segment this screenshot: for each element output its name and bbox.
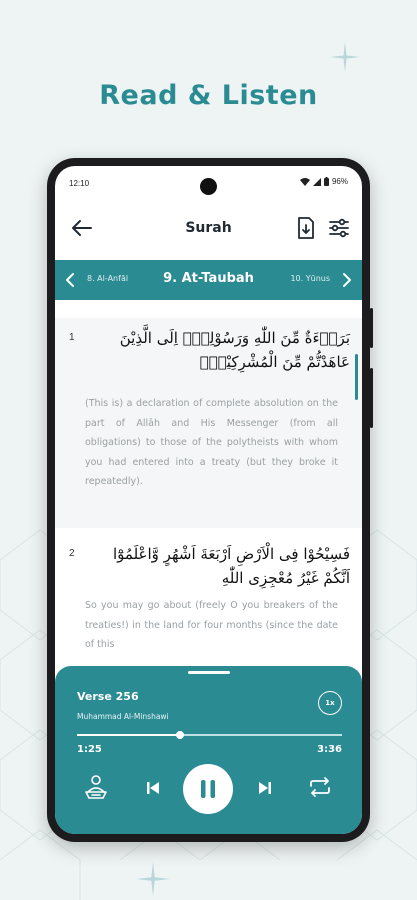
settings-sliders-icon[interactable] bbox=[328, 217, 350, 239]
verse-number: 2 bbox=[69, 548, 75, 559]
verse-item[interactable] bbox=[55, 318, 362, 528]
verse-arabic-text: بَرَاۤءَةٌ مِّنَ اللّٰهِ وَرَسُوْلِهٖٓ اِلَى الَّذِيْنَ عَاهَدْتُّمْ مِّنَ الْمُشْرِكِيْنَۗ bbox=[119, 329, 350, 371]
reciter-icon[interactable] bbox=[83, 774, 109, 800]
play-pause-button[interactable] bbox=[183, 764, 233, 814]
progress-slider[interactable] bbox=[77, 734, 342, 736]
phone-side-button bbox=[370, 308, 373, 348]
signal-icon bbox=[313, 178, 321, 186]
elapsed-time: 1:25 bbox=[77, 744, 102, 755]
chevron-right-icon[interactable] bbox=[340, 272, 354, 288]
download-icon[interactable] bbox=[296, 216, 316, 240]
phone-frame bbox=[47, 158, 370, 842]
promo-headline: Read & Listen bbox=[99, 80, 318, 111]
scrollbar-thumb[interactable] bbox=[355, 354, 358, 400]
player-drag-handle[interactable] bbox=[188, 671, 230, 674]
verse-translation: (This is) a declaration of complete absolution on the part of Allāh and His Messenger (from all obligations) to those of the polytheists with whom you had entered into a treaty (but they broke it repeatedly). bbox=[85, 398, 338, 487]
battery-icon bbox=[324, 177, 329, 186]
pause-icon bbox=[198, 778, 218, 800]
verse-list[interactable] bbox=[55, 310, 362, 670]
repeat-icon[interactable] bbox=[308, 776, 332, 798]
front-camera bbox=[200, 178, 217, 195]
phone-volume-button bbox=[370, 368, 373, 428]
progress-fill bbox=[77, 734, 180, 736]
status-time: 12:10 bbox=[69, 179, 90, 188]
audio-player bbox=[55, 666, 362, 834]
sparkle-icon bbox=[136, 862, 170, 896]
app-screen bbox=[55, 166, 362, 834]
next-track-icon[interactable] bbox=[257, 780, 273, 796]
verse-translation: So you may go about (freely O you breakers of the treaties!) in the land for four months (since the date of this bbox=[85, 600, 338, 650]
verse-item[interactable] bbox=[55, 536, 362, 670]
surah-navigator bbox=[55, 260, 362, 300]
next-surah[interactable]: 10. Yūnus bbox=[290, 274, 330, 283]
status-icons bbox=[300, 177, 348, 186]
current-surah: 9. At-Taubah bbox=[163, 271, 254, 286]
playback-speed-button[interactable]: 1x bbox=[318, 691, 342, 715]
player-reciter-name: Muhammad Al-Minshawi bbox=[77, 712, 169, 721]
app-bar bbox=[55, 206, 362, 250]
sparkle-icon bbox=[330, 42, 360, 72]
page-title: Surah bbox=[185, 220, 232, 236]
total-time: 3:36 bbox=[317, 744, 342, 755]
status-bar bbox=[55, 166, 362, 196]
battery-percent: 96% bbox=[331, 177, 348, 186]
previous-surah[interactable]: 8. Al-Anfāl bbox=[87, 274, 129, 283]
previous-track-icon[interactable] bbox=[145, 780, 161, 796]
verse-arabic-text: فَسِيْحُوْا فِى الْاَرْضِ اَرْبَعَةَ اَشْهُرٍ وَّاعْلَمُوْٓا اَنَّكُمْ غَيْرُ مُعْجِزِى اللّٰهِ bbox=[113, 545, 350, 587]
progress-thumb[interactable] bbox=[176, 731, 184, 739]
wifi-icon bbox=[300, 178, 310, 186]
verse-number: 1 bbox=[69, 332, 75, 343]
player-verse-title: Verse 256 bbox=[77, 690, 139, 703]
